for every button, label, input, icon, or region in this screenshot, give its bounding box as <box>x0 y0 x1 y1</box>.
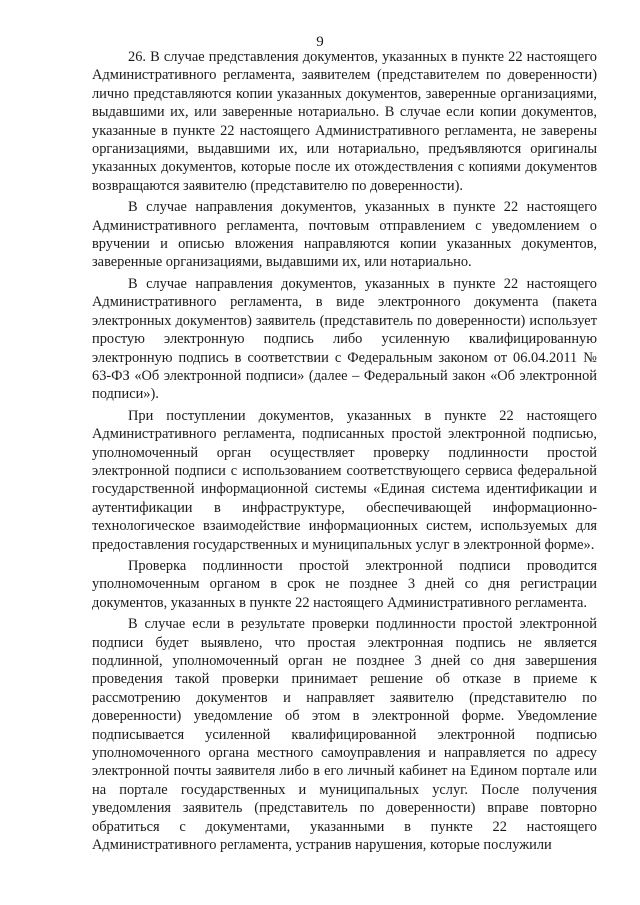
paragraph-electronic: В случае направления документов, указанных в пункте 22 настоящего Административного регламента, в виде электронного документа (пакета электронных документов) заявитель (представитель по доверенности) использует простую электронную подпись либо усиленную квалифицированную электронную подпись в соответствии с Федеральным законом от 06.04.2011 № 63-ФЗ «Об электронной подписи» (далее – Федеральный закон «Об электронной подписи»). <box>92 275 597 403</box>
paragraph-verification: При поступлении документов, указанных в пункте 22 настоящего Административного регламента, подписанных простой электронной подписью, уполномоченный орган осуществляет проверку подлинности простой электронной подписи с использованием соответствующего сервиса федеральной государственной информационной системы «Единая система идентификации и аутентификации в инфраструктуре, обеспечивающей информационно-технологическое взаимодействие информационных систем, используемых для предоставления государственных и муниципальных услуг в электронной форме». <box>92 407 597 553</box>
paragraph-refusal: В случае если в результате проверки подлинности простой электронной подписи будет выявлено, что простая электронная подпись не является подлинной, уполномоченный орган не позднее 3 дней со дня завершения проведения такой проверки принимает решение об отказе в приеме к рассмотрению документов и направляет заявителю (представителю по доверенности) уведомление об этом в электронной форме. Уведомление подписывается усиленной квалифицированной электронной подписью уполномоченного органа местного самоуправления и направляется по адресу электронной почты заявителя либо в его личный кабинет на Едином портале или на портале государственных и муниципальных услуг. После получения уведомления заявитель (представитель по доверенности) вправе повторно обратиться с документами, указанными в пункте 22 настоящего Административного регламента, устранив нарушения, которые послужили <box>92 616 597 854</box>
document-body <box>92 48 597 854</box>
paragraph-deadline: Проверка подлинности простой электронной подписи проводится уполномоченным органом в срок не позднее 3 дней со дня регистрации документов, указанных в пункте 22 настоящего Административного регламента. <box>92 557 597 611</box>
page-number: 9 <box>316 34 324 50</box>
paragraph-postal: В случае направления документов, указанных в пункте 22 настоящего Административного регламента, почтовым отправлением с уведомлением о вручении и описью вложения направляются копии указанных документов, заверенные организациями, выдавшими их, или нотариально. <box>92 199 597 271</box>
paragraph-26: 26. В случае представления документов, указанных в пункте 22 настоящего Административного регламента, заявителем (представителем по доверенности) лично представляются копии указанных документов, заверенные организациями, выдавшими их, или заверенные нотариально. В случае если копии документов, указанные в пункте 22 настоящего Административного регламента, не заверены организациями, выдавшими их, или нотариально, предъявляются оригиналы указанных документов, которые после их отождествления с копиями документов возвращаются заявителю (представителю по доверенности). <box>92 49 597 194</box>
